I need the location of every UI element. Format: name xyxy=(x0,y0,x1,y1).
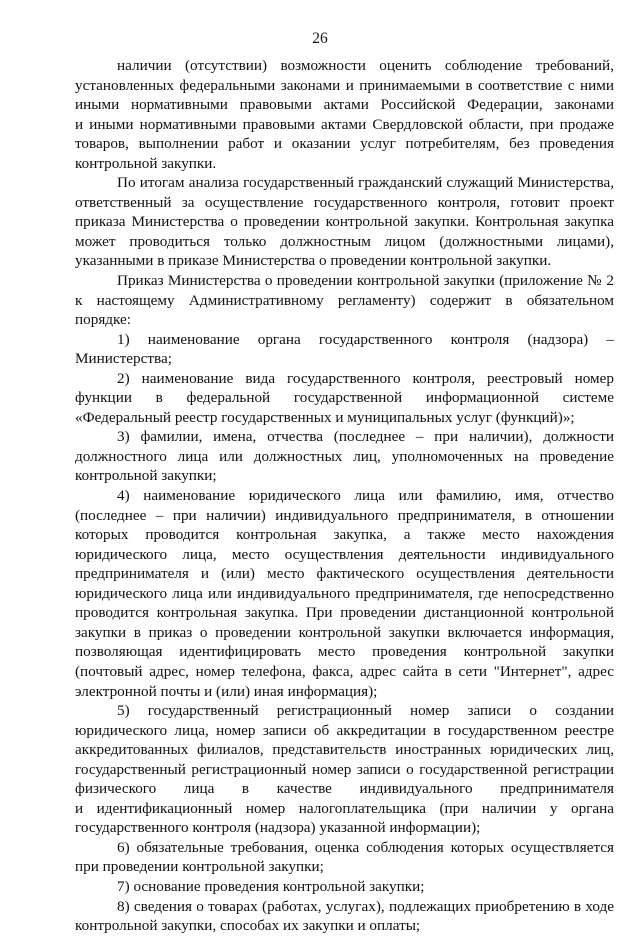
text-line: контрольной закупки; xyxy=(75,467,217,485)
text-line: которых проводится контрольная закупка, а также место нахождения xyxy=(75,526,614,544)
text-line: позволяющая идентифицировать место проведения контрольной закупки xyxy=(75,643,614,661)
text-line: (почтовый адрес, номер телефона, факса, адрес сайта в сети "Интернет", адрес xyxy=(75,662,614,680)
text-line: электронной почты и (или) иная информация); xyxy=(75,682,378,700)
text-line: 7) основание проведения контрольной закупки; xyxy=(117,877,425,895)
text-line: По итогам анализа государственный гражданский служащий Министерства, xyxy=(117,174,614,192)
text-line: товаров, выполнении работ и оказании услуг потребителям, без проведения xyxy=(75,135,614,153)
text-line: 5) государственный регистрационный номер записи о создании xyxy=(117,702,614,720)
text-line: Министерства; xyxy=(75,350,172,368)
text-line: ответственный за осуществление государственного контроля, готовит проект xyxy=(75,193,614,211)
text-line: функции в федеральной государственной информационной системе xyxy=(75,389,614,407)
text-line: предпринимателя и (или) место фактического осуществления деятельности xyxy=(75,565,614,583)
text-line: государственного контроля (надзора) указанной информации); xyxy=(75,819,481,837)
text-line: и идентификационный номер налогоплательщика (при наличии у органа xyxy=(75,799,614,817)
text-line: 8) сведения о товарах (работах, услугах), подлежащих приобретению в ходе xyxy=(117,897,614,915)
text-line: физического лица в качестве индивидуального предпринимателя xyxy=(75,780,614,798)
text-line: юридического лица, место осуществления деятельности индивидуального xyxy=(75,545,614,563)
text-line: установленных федеральными законами и принимаемыми в соответствие с ними xyxy=(75,76,614,94)
text-line: государственный регистрационный номер записи о государственной регистрации xyxy=(75,760,614,778)
text-line: Приказ Министерства о проведении контрольной закупки (приложение № 2 xyxy=(117,272,614,290)
text-line: аккредитованных филиалов, представительств иностранных юридических лиц, xyxy=(75,741,614,759)
document-body xyxy=(75,56,614,936)
text-line: 6) обязательные требования, оценка соблюдения которых осуществляется xyxy=(117,838,614,856)
text-line: при проведении контрольной закупки; xyxy=(75,858,324,876)
page-number: 26 xyxy=(312,30,328,47)
text-line: должностного лица или должностных лиц, уполномоченных на проведение xyxy=(75,447,614,465)
text-line: может проводиться только должностным лицом (должностными лицами), xyxy=(75,232,614,250)
text-line: приказа Министерства о проведении контрольной закупки. Контрольная закупка xyxy=(75,213,614,231)
text-line: закупки в приказ о проведении контрольной закупки включается информация, xyxy=(75,623,614,641)
text-line: иными нормативными правовыми актами Российской Федерации, законами xyxy=(75,96,614,114)
text-line: (последнее – при наличии) индивидуального предпринимателя, в отношении xyxy=(75,506,614,524)
text-line: наличии (отсутствии) возможности оценить соблюдение требований, xyxy=(117,57,614,74)
text-line: юридического лица, номер записи об аккредитации в государственном реестре xyxy=(75,721,614,739)
text-line: юридического лица или индивидуального предпринимателя, где непосредственно xyxy=(75,584,614,602)
text-line: 3) фамилии, имена, отчества (последнее – при наличии), должности xyxy=(117,428,614,446)
text-line: 2) наименование вида государственного контроля, реестровый номер xyxy=(117,369,614,387)
text-line: контрольной закупки, способах их закупки и оплаты; xyxy=(75,917,421,935)
text-line: 1) наименование органа государственного контроля (надзора) – xyxy=(117,330,614,348)
text-line: контрольной закупки. xyxy=(75,154,217,172)
text-line: и иными нормативными правовыми актами Свердловской области, при продаже xyxy=(75,115,614,133)
text-line: к настоящему Административному регламенту) содержит в обязательном xyxy=(75,291,614,309)
text-line: 4) наименование юридического лица или фамилию, имя, отчество xyxy=(117,487,614,505)
text-line: указанными в приказе Министерства о проведении контрольной закупки. xyxy=(75,252,552,270)
text-line: порядке: xyxy=(75,311,131,329)
text-line: «Федеральный реестр государственных и муниципальных услуг (функций)»; xyxy=(75,408,575,426)
text-line: проводится контрольная закупка. При проведении дистанционной контрольной xyxy=(75,604,614,622)
